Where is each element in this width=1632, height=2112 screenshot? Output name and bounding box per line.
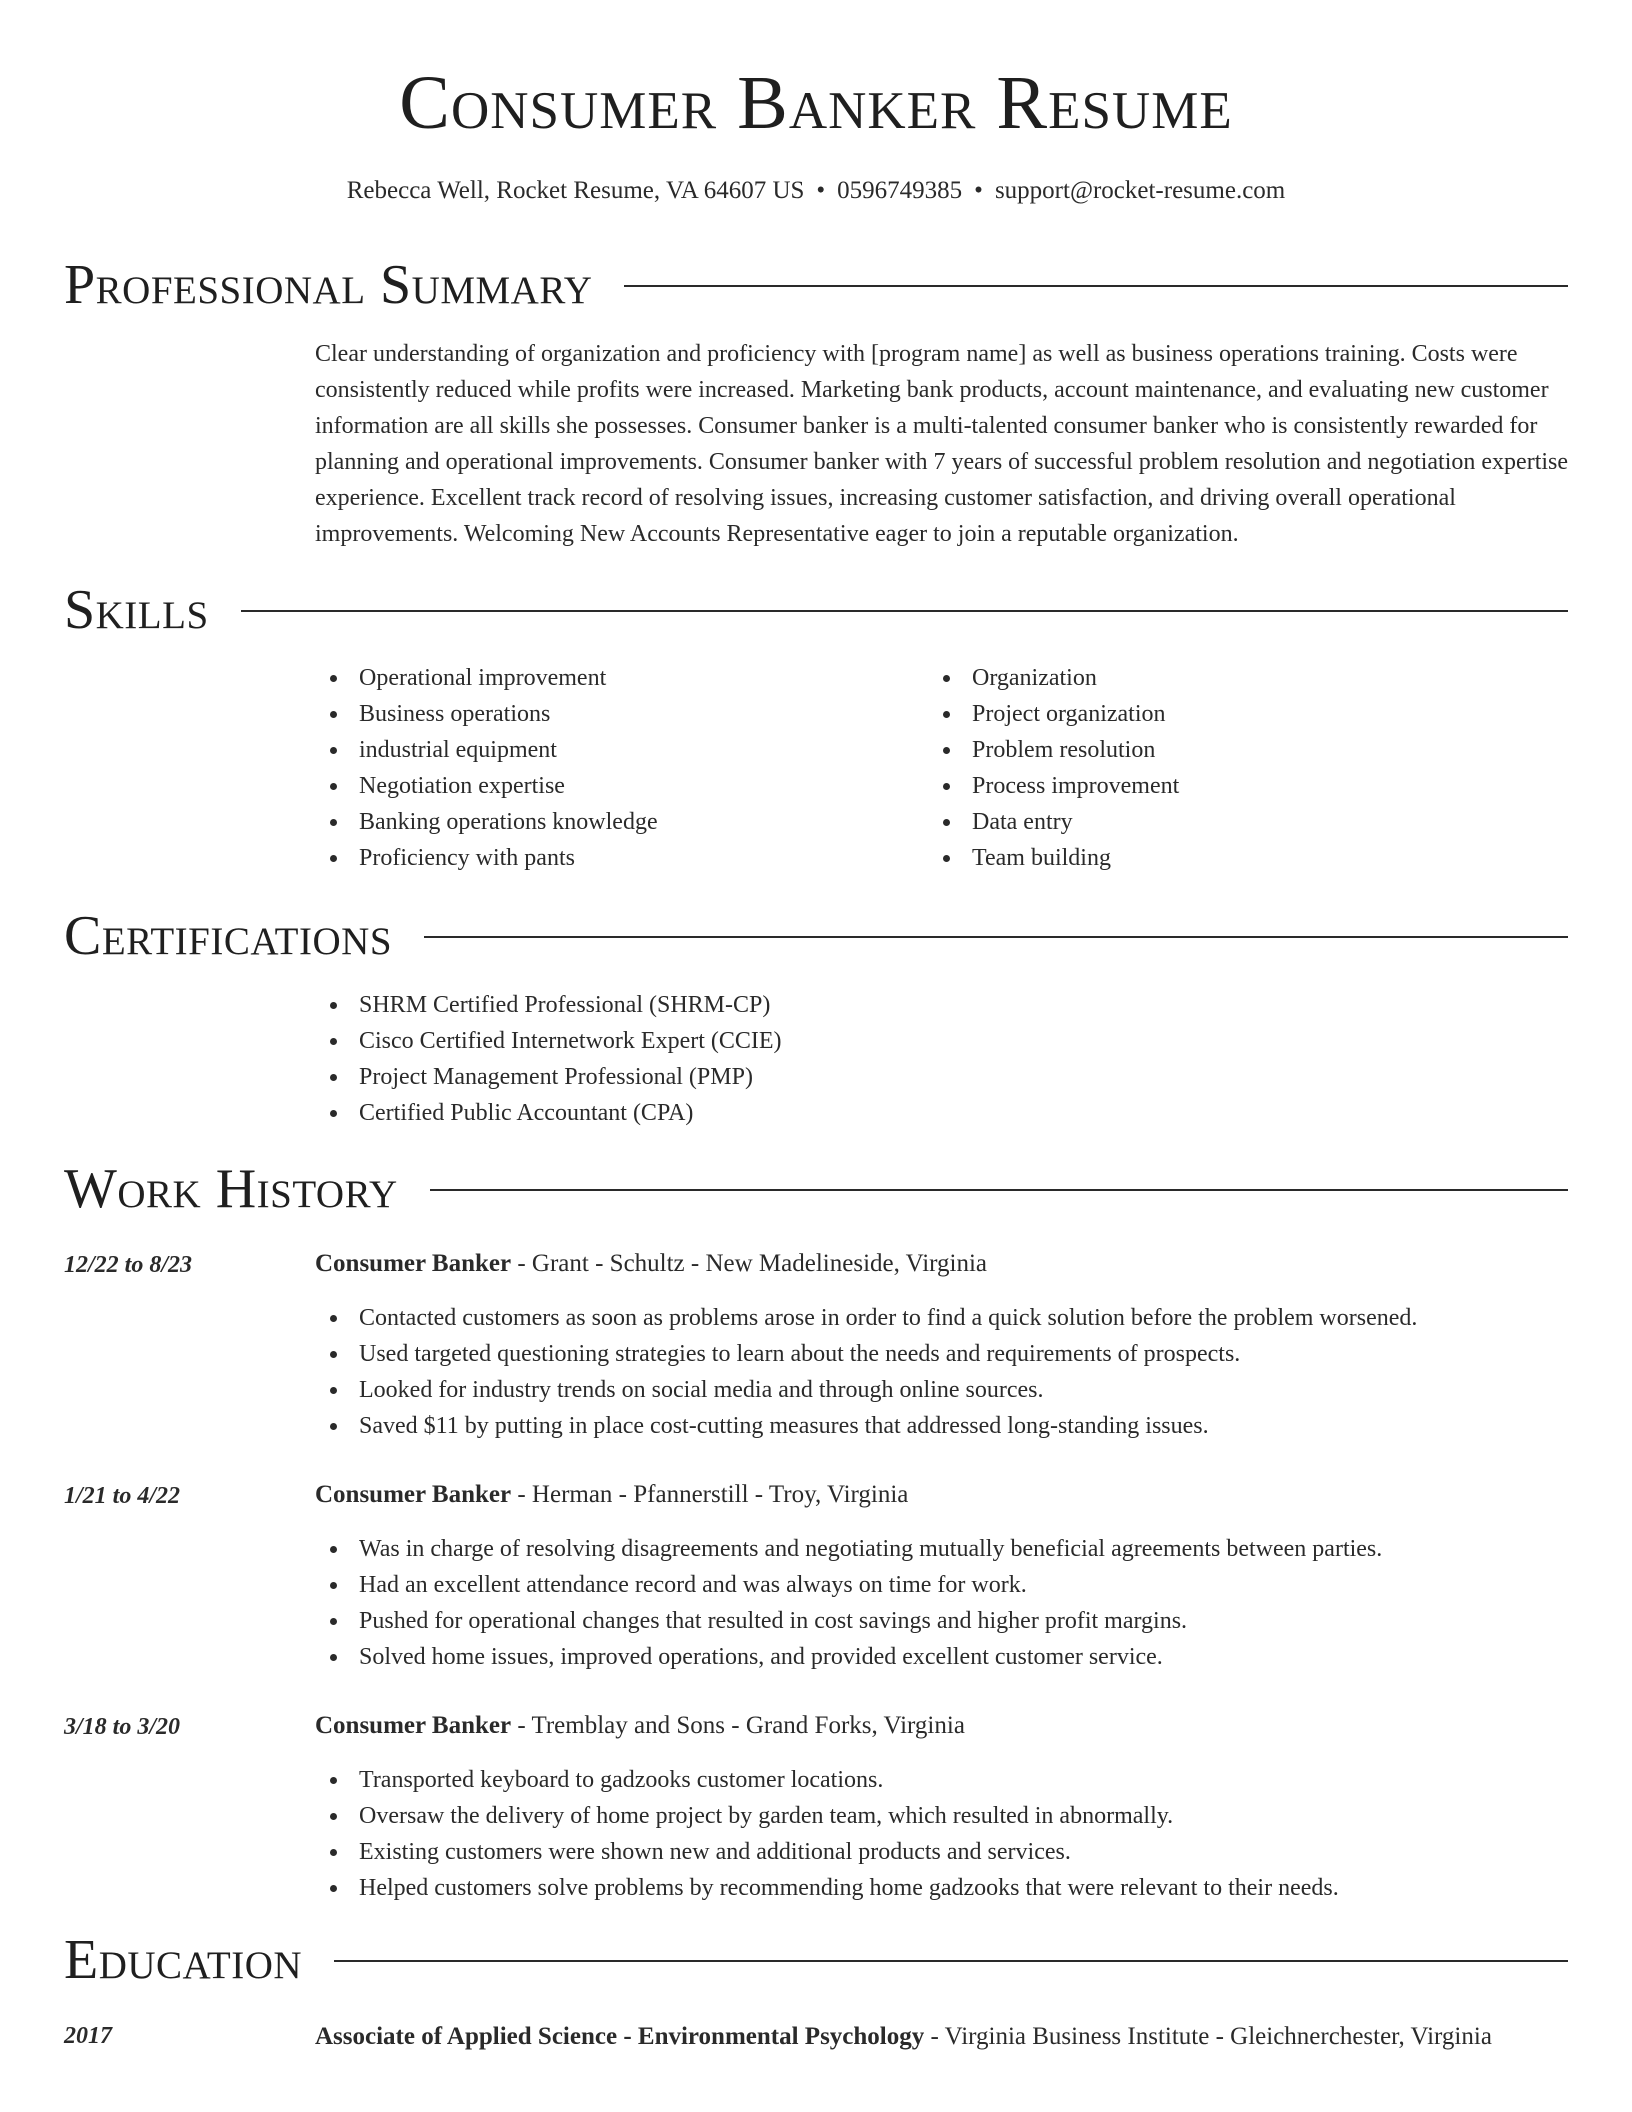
job-title: Consumer Banker — [315, 1481, 512, 1508]
job-bullet: Helped customers solve problems by recommending home gadzooks that were relevant to their needs. — [315, 1870, 1570, 1906]
resume-title: Consumer Banker Resume — [399, 61, 1233, 145]
contact-line — [0, 176, 1632, 206]
section-divider — [241, 610, 1568, 612]
job-dates: 3/18 to 3/20 — [64, 1714, 181, 1740]
section-title-education: Education — [64, 1929, 303, 1991]
summary-text: Clear understanding of organization and proficiency with [program name] as well as business operations training. Costs were consistently reduced while profits were increased. Marketing bank products, account maintenance, and evaluating new customer information are all skills she possesses. Consumer banker is a multi-talented consumer banker who is consistently rewarded for planning and operational improvements. Consumer banker with 7 years of successful problem resolution and negotiation expertise experience. Excellent track record of resolving issues, increasing customer satisfaction, and driving overall operational improvements. Welcoming New Accounts Representative eager to join a reputable organization. — [315, 341, 1569, 547]
job-bullet: Oversaw the delivery of home project by garden team, which resulted in abnormally. — [315, 1798, 1570, 1834]
job-bullet: Had an excellent attendance record and was always on time for work. — [315, 1567, 1570, 1603]
contact-email: support@rocket-resume.com — [994, 177, 1286, 204]
section-divider — [430, 1189, 1568, 1191]
skill-item: Negotiation expertise — [315, 768, 915, 804]
education-entry — [315, 2017, 1570, 2057]
skill-item: Business operations — [315, 696, 915, 732]
skill-item: Problem resolution — [928, 732, 1528, 768]
section-divider — [424, 936, 1568, 938]
certification-item: SHRM Certified Professional (SHRM-CP) — [315, 987, 1515, 1023]
skills-list-right — [928, 660, 1528, 876]
section-title-skills: Skills — [64, 579, 209, 641]
job-title: Consumer Banker — [315, 1712, 512, 1739]
section-title-certifications: Certifications — [64, 905, 393, 967]
job-bullet: Pushed for operational changes that resulted in cost savings and higher profit margins. — [315, 1603, 1570, 1639]
job-employer: - Herman - Pfannerstill - Troy, Virginia — [511, 1481, 909, 1508]
education-degree: Associate of Applied Science - Environmental Psychology — [315, 2023, 925, 2050]
job-dates: 1/21 to 4/22 — [64, 1483, 181, 1509]
certification-item: Cisco Certified Internetwork Expert (CCIE) — [315, 1023, 1515, 1059]
section-header-skills — [64, 580, 1568, 640]
job-bullets — [315, 1300, 1570, 1444]
certifications-list — [315, 987, 1515, 1131]
job-bullet: Existing customers were shown new and additional products and services. — [315, 1834, 1570, 1870]
job-bullet: Looked for industry trends on social media and through online sources. — [315, 1372, 1570, 1408]
education-school: - Virginia Business Institute - Gleichnerchester, Virginia — [924, 2023, 1492, 2050]
section-header-work-history — [64, 1159, 1568, 1219]
skill-item: Operational improvement — [315, 660, 915, 696]
skill-item: Project organization — [928, 696, 1528, 732]
job-bullet: Transported keyboard to gadzooks customer locations. — [315, 1762, 1570, 1798]
section-header-education — [64, 1930, 1568, 1990]
contact-separator: • — [816, 177, 826, 204]
contact-address: Rebecca Well, Rocket Resume, VA 64607 US — [346, 177, 805, 204]
skill-item: industrial equipment — [315, 732, 915, 768]
section-title-work-history: Work History — [64, 1158, 398, 1220]
contact-separator: • — [974, 177, 983, 204]
job-bullets — [315, 1762, 1570, 1906]
job-employer: - Grant - Schultz - New Madelineside, Virginia — [511, 1250, 988, 1277]
contact-phone: 0596749385 — [837, 177, 963, 204]
certification-item: Project Management Professional (PMP) — [315, 1059, 1515, 1095]
skill-item: Process improvement — [928, 768, 1528, 804]
job-header — [315, 1477, 1570, 1513]
skill-item: Banking operations knowledge — [315, 804, 915, 840]
skill-item: Data entry — [928, 804, 1528, 840]
certification-item: Certified Public Accountant (CPA) — [315, 1095, 1515, 1131]
job-title: Consumer Banker — [315, 1250, 512, 1277]
section-header-certifications — [64, 906, 1568, 966]
job-header — [315, 1708, 1570, 1744]
skill-item: Organization — [928, 660, 1528, 696]
job-bullet: Saved $11 by putting in place cost-cutting measures that addressed long-standing issues. — [315, 1408, 1570, 1444]
section-header-summary — [64, 255, 1568, 315]
job-bullet: Was in charge of resolving disagreements and negotiating mutually beneficial agreements between parties. — [315, 1531, 1570, 1567]
skills-list-left — [315, 660, 915, 876]
section-divider — [624, 285, 1568, 287]
job-employer: - Tremblay and Sons - Grand Forks, Virginia — [511, 1712, 965, 1739]
job-bullets — [315, 1531, 1570, 1675]
education-year: 2017 — [64, 2023, 112, 2049]
job-header — [315, 1246, 1570, 1282]
job-bullet: Contacted customers as soon as problems arose in order to find a quick solution before the problem worsened. — [315, 1300, 1570, 1336]
skill-item: Team building — [928, 840, 1528, 876]
skill-item: Proficiency with pants — [315, 840, 915, 876]
job-dates: 12/22 to 8/23 — [64, 1252, 193, 1278]
job-bullet: Used targeted questioning strategies to learn about the needs and requirements of prospects. — [315, 1336, 1570, 1372]
section-divider — [334, 1960, 1568, 1962]
job-bullet: Solved home issues, improved operations, and provided excellent customer service. — [315, 1639, 1570, 1675]
section-title-summary: Professional Summary — [64, 254, 593, 316]
